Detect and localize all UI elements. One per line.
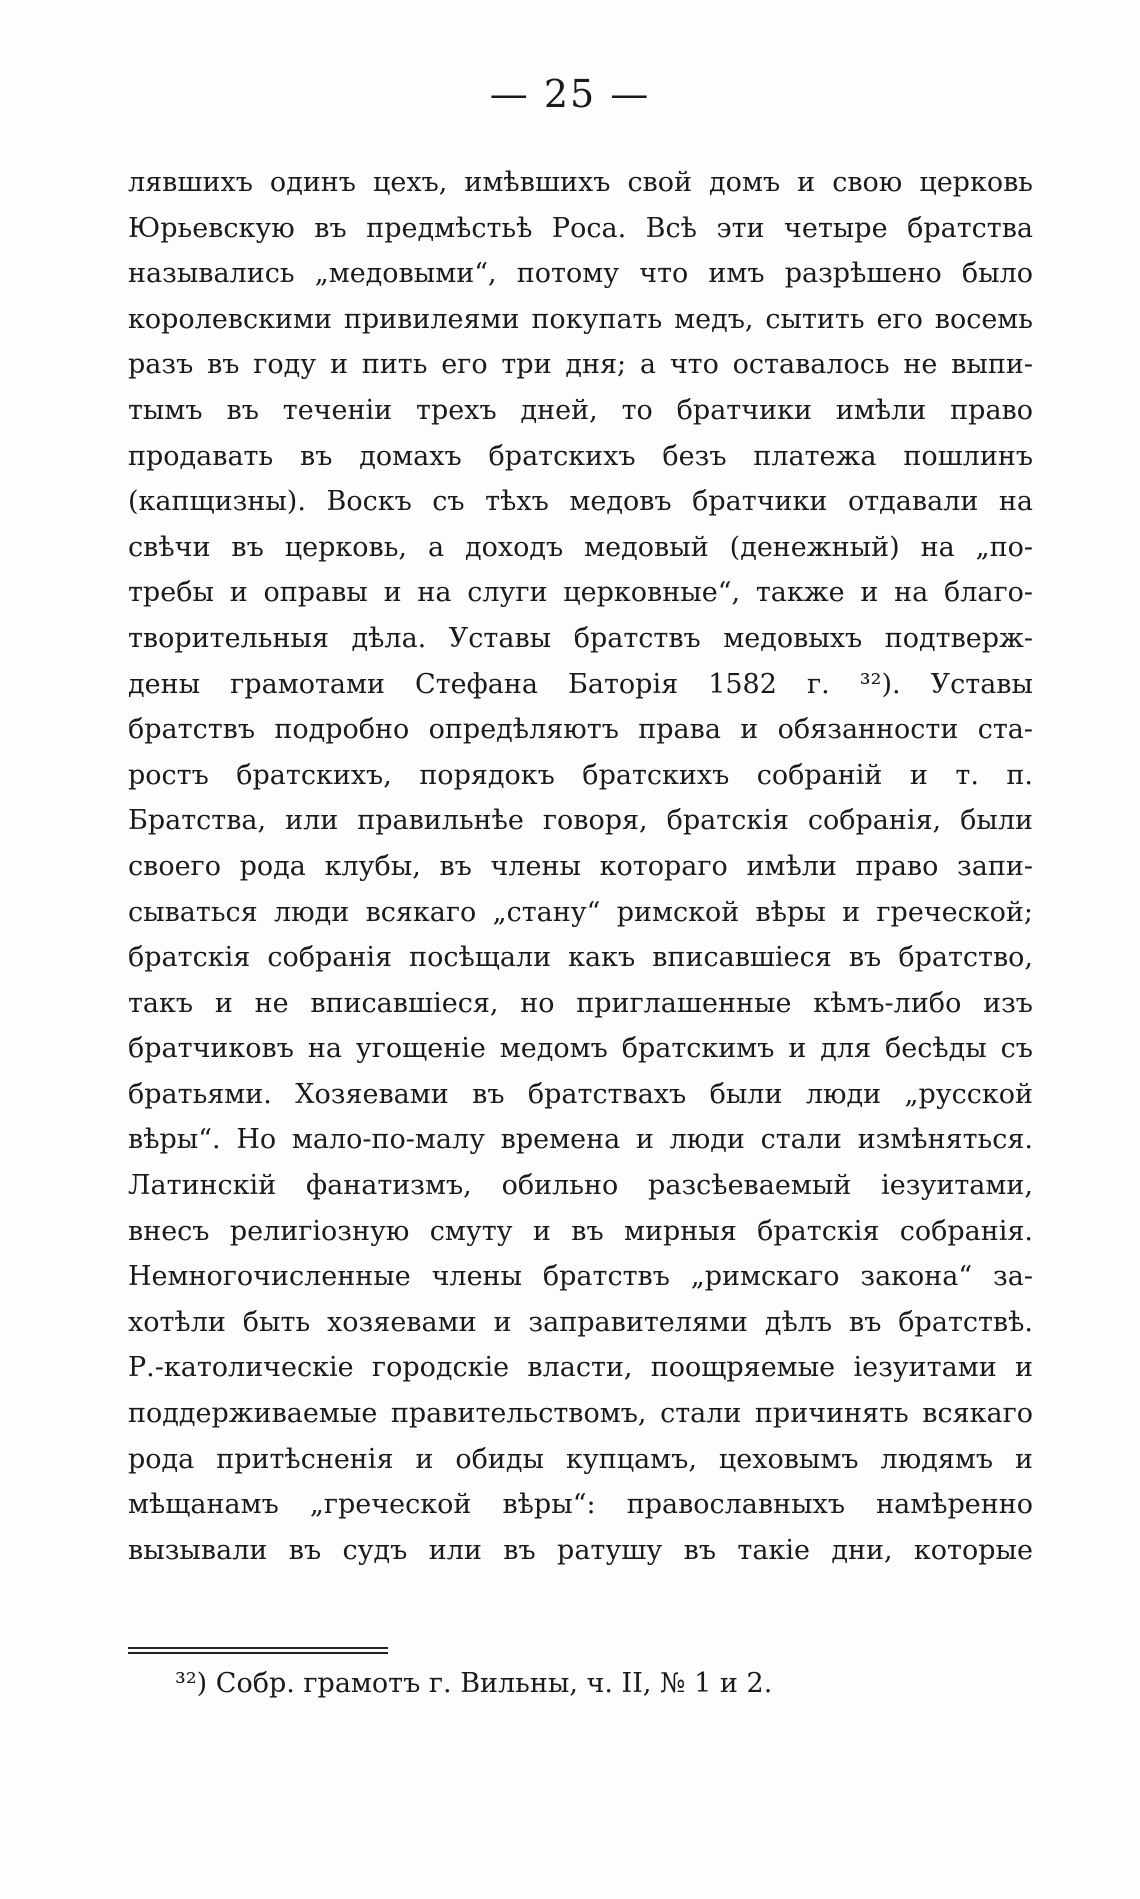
text-line: такъ и не вписавшіеся, но приглашенные кѣмъ-либо изъ xyxy=(128,987,1033,1019)
page-number: — 25 — xyxy=(489,72,651,116)
footnote-text: Собр. грамотъ г. Вильны, ч. II, № 1 и 2. xyxy=(215,1668,773,1699)
text-line: вызывали въ судъ или въ ратушу въ такіе дни, которые xyxy=(128,1534,1033,1566)
text-line: Немногочисленные члены братствъ „римскаго закона“ за- xyxy=(128,1261,1033,1293)
text-line: продавать въ домахъ братскихъ безъ платежа пошлинъ xyxy=(128,440,1033,472)
text-line: братчиковъ на угощеніе медомъ братскимъ и для бесѣды съ xyxy=(128,1033,1033,1065)
body-text xyxy=(128,160,1033,1573)
text-line: назывались „медовыми“, потому что имъ разрѣшено было xyxy=(128,258,1033,290)
text-line: требы и оправы и на слуги церковные“, также и на благо- xyxy=(128,577,1033,609)
text-line: ростъ братскихъ, порядокъ братскихъ собраній и т. п. xyxy=(128,759,1033,791)
footnote xyxy=(175,1664,1035,1704)
text-line: хотѣли быть хозяевами и заправителями дѣлъ въ братствѣ. xyxy=(128,1306,1033,1338)
text-line: тымъ въ теченіи трехъ дней, то братчики имѣли право xyxy=(128,394,1033,426)
text-line: лявшихъ одинъ цехъ, имѣвшихъ свой домъ и свою церковь xyxy=(128,167,1033,198)
text-line: разъ въ году и пить его три дня; а что оставалось не выпи- xyxy=(128,349,1033,381)
text-line: Юрьевскую въ предмѣстьѣ Роса. Всѣ эти четыре братства xyxy=(128,212,1033,244)
text-line: (капщизны). Воскъ съ тѣхъ медовъ братчики отдавали на xyxy=(128,486,1033,518)
text-line: Латинскій фанатизмъ, обильно разсѣеваемый іезуитами, xyxy=(128,1170,1033,1202)
text-line: сываться люди всякаго „стану“ римской вѣры и греческой; xyxy=(128,896,1033,928)
text-line: вѣры“. Но мало-по-малу времена и люди стали измѣняться. xyxy=(128,1124,1033,1156)
text-line: своего рода клубы, въ члены котораго имѣли право запи- xyxy=(128,850,1033,882)
text-line: внесъ религіозную смуту и въ мирныя братскія собранія. xyxy=(128,1215,1033,1247)
text-line: королевскими привилеями покупать медъ, сытить его восемь xyxy=(128,303,1033,335)
text-line: рода притѣсненія и обиды купцамъ, цеховымъ людямъ и xyxy=(128,1443,1033,1475)
text-line: дены грамотами Стефана Баторія 1582 г. ³²). Уставы xyxy=(128,668,1033,700)
text-line: творительныя дѣла. Уставы братствъ медовыхъ подтверж- xyxy=(128,622,1033,654)
text-line: мѣщанамъ „греческой вѣры“: православныхъ намѣренно xyxy=(128,1489,1033,1521)
text-line: братскія собранія посѣщали какъ вписавшіеся въ братство, xyxy=(128,942,1033,974)
text-line: Братства, или правильнѣе говоря, братскія собранія, были xyxy=(128,805,1033,837)
text-line: братствъ подробно опредѣляютъ права и обязанности ста- xyxy=(128,714,1033,746)
text-line: свѣчи въ церковь, а доходъ медовый (денежный) на „по- xyxy=(128,531,1033,563)
footnote-mark: ³²) xyxy=(175,1668,208,1699)
text-line: поддерживаемые правительствомъ, стали причинять всякаго xyxy=(128,1398,1033,1430)
footnote-rule-second xyxy=(128,1652,388,1654)
footnote-rule xyxy=(128,1647,388,1649)
text-line: Р.-католическіе городскіе власти, поощряемые іезуитами и xyxy=(128,1352,1033,1384)
text-line: братьями. Хозяевами въ братствахъ были люди „русской xyxy=(128,1078,1033,1110)
